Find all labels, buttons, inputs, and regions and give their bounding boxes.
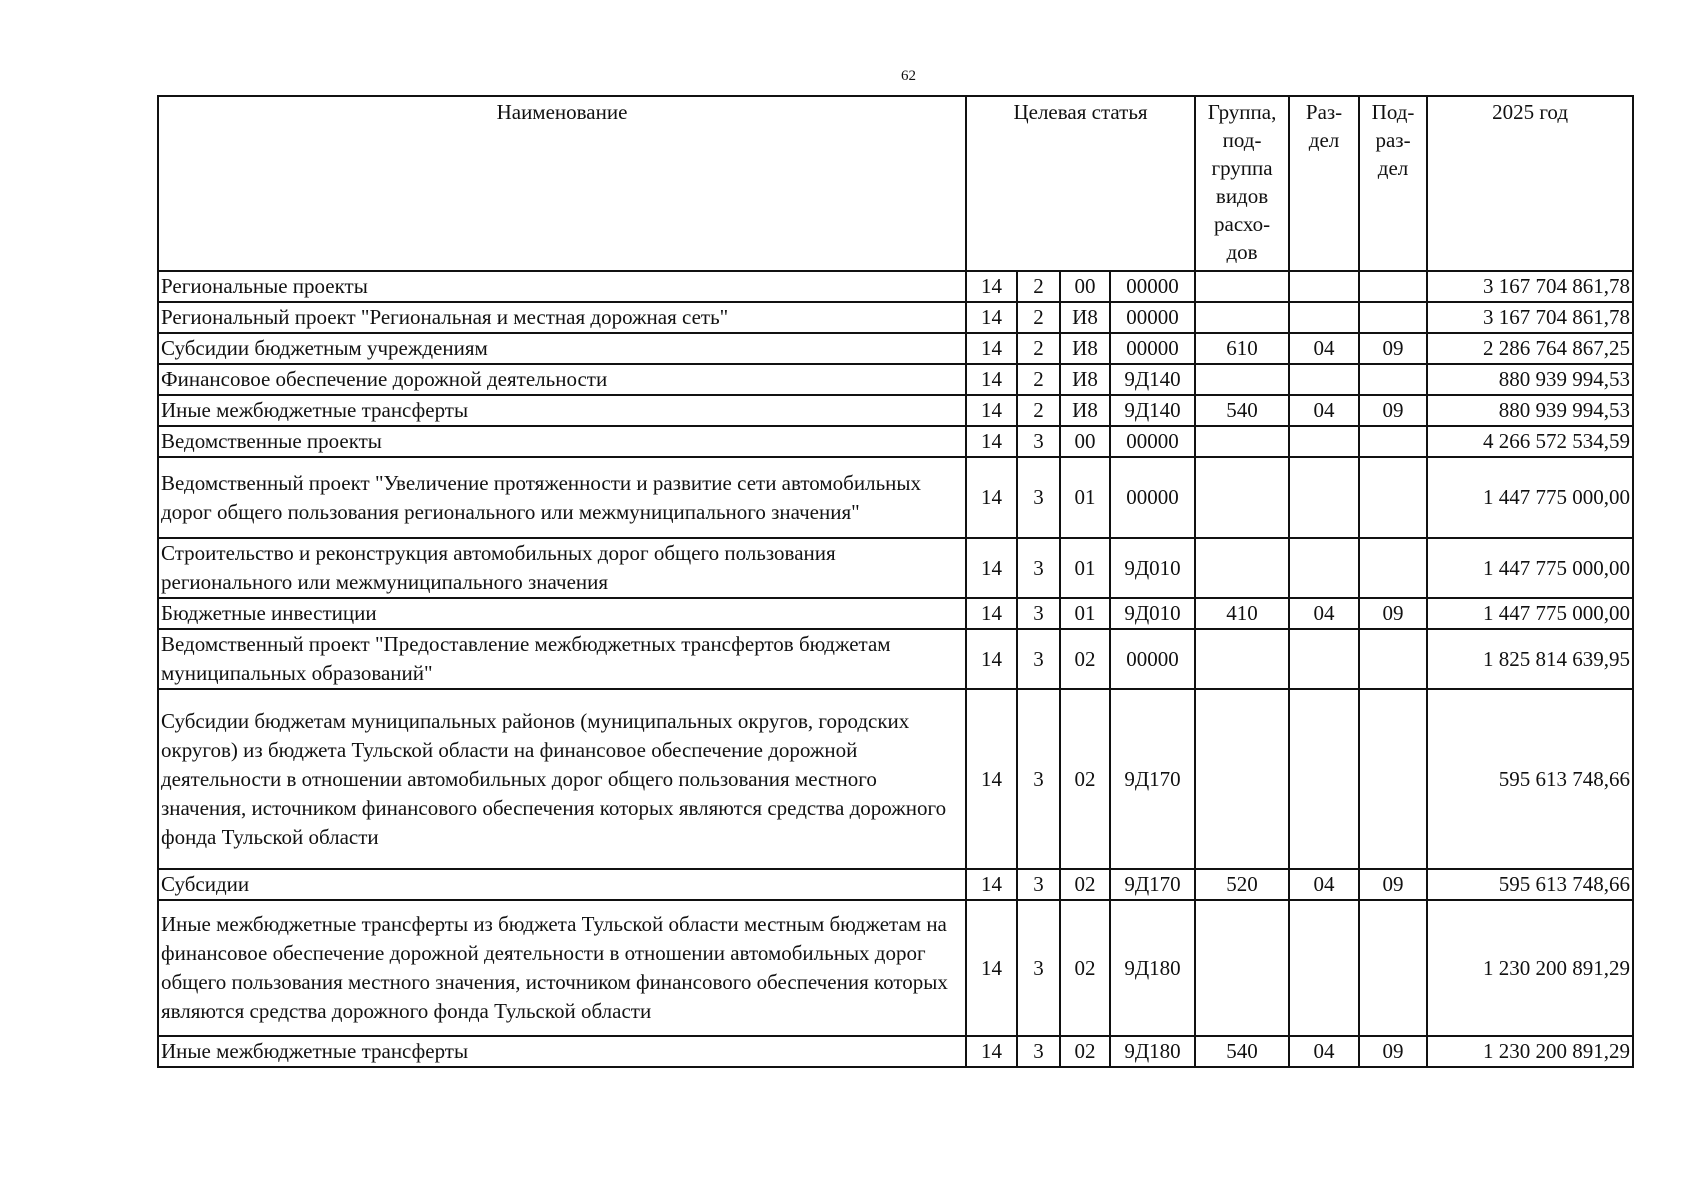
cell-name: Бюджетные инвестиции <box>158 598 966 629</box>
cell-target-program: 14 <box>966 426 1017 457</box>
table-row <box>158 364 1633 395</box>
cell-name: Субсидии <box>158 869 966 900</box>
cell-target-type: 2 <box>1017 395 1060 426</box>
header-expense-group-line: под- <box>1222 128 1262 152</box>
cell-target-project: 00 <box>1060 271 1110 302</box>
cell-target-program: 14 <box>966 629 1017 689</box>
cell-section <box>1289 629 1359 689</box>
table-row <box>158 333 1633 364</box>
budget-table <box>157 95 1634 1068</box>
cell-name: Иные межбюджетные трансферты <box>158 395 966 426</box>
cell-target-direction: 00000 <box>1110 426 1195 457</box>
cell-amount: 880 939 994,53 <box>1427 364 1633 395</box>
cell-expense-group: 610 <box>1195 333 1289 364</box>
cell-amount: 880 939 994,53 <box>1427 395 1633 426</box>
cell-name: Региональный проект "Региональная и местная дорожная сеть" <box>158 302 966 333</box>
cell-expense-group <box>1195 629 1289 689</box>
table-row <box>158 1036 1633 1067</box>
cell-target-program: 14 <box>966 689 1017 869</box>
cell-target-type: 3 <box>1017 689 1060 869</box>
cell-name: Строительство и реконструкция автомобильных дорог общего пользования регионального или межмуниципального значения <box>158 538 966 598</box>
cell-target-program: 14 <box>966 302 1017 333</box>
page-number: 62 <box>901 68 916 84</box>
cell-expense-group <box>1195 302 1289 333</box>
cell-amount: 3 167 704 861,78 <box>1427 271 1633 302</box>
cell-subsection <box>1359 364 1427 395</box>
header-expense-group-line: группа <box>1211 156 1273 180</box>
cell-target-program: 14 <box>966 395 1017 426</box>
cell-target-type: 3 <box>1017 598 1060 629</box>
header-subsection-line: дел <box>1377 156 1409 180</box>
cell-target-project: 02 <box>1060 689 1110 869</box>
cell-target-project: И8 <box>1060 302 1110 333</box>
cell-target-project: 01 <box>1060 538 1110 598</box>
cell-section: 04 <box>1289 598 1359 629</box>
cell-amount: 1 447 775 000,00 <box>1427 598 1633 629</box>
cell-expense-group: 540 <box>1195 1036 1289 1067</box>
cell-section <box>1289 271 1359 302</box>
cell-target-direction: 9Д010 <box>1110 598 1195 629</box>
cell-target-direction: 9Д010 <box>1110 538 1195 598</box>
cell-subsection <box>1359 457 1427 538</box>
cell-section: 04 <box>1289 869 1359 900</box>
cell-amount: 1 230 200 891,29 <box>1427 900 1633 1036</box>
cell-subsection: 09 <box>1359 869 1427 900</box>
cell-target-project: И8 <box>1060 333 1110 364</box>
header-year: 2025 год <box>1427 96 1633 271</box>
cell-expense-group <box>1195 900 1289 1036</box>
table-row <box>158 271 1633 302</box>
table-row <box>158 598 1633 629</box>
cell-amount: 1 230 200 891,29 <box>1427 1036 1633 1067</box>
cell-name: Ведомственный проект "Предоставление межбюджетных трансфертов бюджетам муниципальных образований" <box>158 629 966 689</box>
cell-target-project: И8 <box>1060 364 1110 395</box>
cell-section <box>1289 364 1359 395</box>
cell-section: 04 <box>1289 333 1359 364</box>
cell-amount: 2 286 764 867,25 <box>1427 333 1633 364</box>
cell-target-project: 02 <box>1060 629 1110 689</box>
header-expense-group <box>1195 96 1289 271</box>
cell-name: Ведомственные проекты <box>158 426 966 457</box>
cell-name: Иные межбюджетные трансферты <box>158 1036 966 1067</box>
header-name: Наименование <box>158 96 966 271</box>
table-row <box>158 457 1633 538</box>
cell-name: Ведомственный проект "Увеличение протяженности и развитие сети автомобильных дорог общего пользования регионального или межмуниципального значения" <box>158 457 966 538</box>
cell-target-program: 14 <box>966 457 1017 538</box>
table-header <box>158 96 1633 271</box>
header-target-article: Целевая статья <box>966 96 1195 271</box>
cell-target-type: 3 <box>1017 426 1060 457</box>
cell-target-direction: 9Д170 <box>1110 869 1195 900</box>
header-section <box>1289 96 1359 271</box>
cell-amount: 1 447 775 000,00 <box>1427 457 1633 538</box>
cell-subsection <box>1359 689 1427 869</box>
cell-target-project: 01 <box>1060 457 1110 538</box>
cell-section <box>1289 538 1359 598</box>
table-row <box>158 395 1633 426</box>
cell-target-direction: 00000 <box>1110 333 1195 364</box>
cell-expense-group <box>1195 271 1289 302</box>
cell-target-type: 3 <box>1017 629 1060 689</box>
cell-target-program: 14 <box>966 364 1017 395</box>
cell-subsection: 09 <box>1359 395 1427 426</box>
cell-target-type: 3 <box>1017 538 1060 598</box>
cell-section <box>1289 900 1359 1036</box>
cell-name: Субсидии бюджетным учреждениям <box>158 333 966 364</box>
cell-expense-group <box>1195 364 1289 395</box>
cell-target-type: 2 <box>1017 333 1060 364</box>
cell-target-project: 01 <box>1060 598 1110 629</box>
header-subsection-line: раз- <box>1375 128 1411 152</box>
header-expense-group-line: видов <box>1215 184 1269 208</box>
cell-amount: 595 613 748,66 <box>1427 689 1633 869</box>
cell-target-program: 14 <box>966 271 1017 302</box>
cell-target-program: 14 <box>966 333 1017 364</box>
cell-target-project: 00 <box>1060 426 1110 457</box>
table-body <box>158 271 1633 1067</box>
cell-expense-group: 540 <box>1195 395 1289 426</box>
table-row <box>158 302 1633 333</box>
cell-target-direction: 00000 <box>1110 457 1195 538</box>
cell-subsection <box>1359 538 1427 598</box>
cell-subsection <box>1359 271 1427 302</box>
table-row <box>158 426 1633 457</box>
cell-subsection <box>1359 302 1427 333</box>
cell-target-direction: 00000 <box>1110 629 1195 689</box>
cell-target-project: 02 <box>1060 900 1110 1036</box>
cell-target-direction: 9Д140 <box>1110 395 1195 426</box>
cell-target-program: 14 <box>966 869 1017 900</box>
cell-target-direction: 9Д170 <box>1110 689 1195 869</box>
cell-name: Финансовое обеспечение дорожной деятельности <box>158 364 966 395</box>
cell-expense-group <box>1195 426 1289 457</box>
cell-name: Субсидии бюджетам муниципальных районов (муниципальных округов, городских округов) из бюджета Тульской области на финансовое обеспечение дорожной деятельности в отношении автомобильных дорог общего пользования местного значения, источником финансового обеспечения которых являются средства дорожного фонда Тульской области <box>158 689 966 869</box>
header-section-line: дел <box>1308 128 1340 152</box>
cell-target-program: 14 <box>966 1036 1017 1067</box>
cell-target-project: И8 <box>1060 395 1110 426</box>
cell-expense-group <box>1195 689 1289 869</box>
cell-target-direction: 00000 <box>1110 271 1195 302</box>
header-expense-group-line: Группа, <box>1207 100 1277 124</box>
cell-amount: 595 613 748,66 <box>1427 869 1633 900</box>
cell-subsection: 09 <box>1359 598 1427 629</box>
cell-amount: 1 447 775 000,00 <box>1427 538 1633 598</box>
header-expense-group-line: расхо- <box>1214 212 1271 236</box>
cell-expense-group <box>1195 457 1289 538</box>
table-row <box>158 629 1633 689</box>
header-section-line: Раз- <box>1305 100 1343 124</box>
cell-name: Региональные проекты <box>158 271 966 302</box>
cell-expense-group: 520 <box>1195 869 1289 900</box>
cell-expense-group: 410 <box>1195 598 1289 629</box>
cell-subsection: 09 <box>1359 1036 1427 1067</box>
cell-target-program: 14 <box>966 538 1017 598</box>
cell-target-direction: 9Д180 <box>1110 1036 1195 1067</box>
cell-target-type: 3 <box>1017 900 1060 1036</box>
cell-name: Иные межбюджетные трансферты из бюджета Тульской области местным бюджетам на финансовое обеспечение дорожной деятельности в отношении автомобильных дорог общего пользования местного значения, источником финансового обеспечения которых являются средства дорожного фонда Тульской области <box>158 900 966 1036</box>
cell-section <box>1289 457 1359 538</box>
cell-amount: 3 167 704 861,78 <box>1427 302 1633 333</box>
cell-target-direction: 9Д140 <box>1110 364 1195 395</box>
header-subsection-line: Под- <box>1371 100 1415 124</box>
cell-target-project: 02 <box>1060 869 1110 900</box>
table-row <box>158 689 1633 869</box>
cell-target-direction: 9Д180 <box>1110 900 1195 1036</box>
cell-amount: 1 825 814 639,95 <box>1427 629 1633 689</box>
cell-target-project: 02 <box>1060 1036 1110 1067</box>
cell-subsection: 09 <box>1359 333 1427 364</box>
cell-subsection <box>1359 629 1427 689</box>
table-row <box>158 900 1633 1036</box>
header-subsection <box>1359 96 1427 271</box>
header-expense-group-line: дов <box>1226 240 1258 264</box>
cell-target-program: 14 <box>966 900 1017 1036</box>
cell-target-type: 2 <box>1017 271 1060 302</box>
cell-target-type: 2 <box>1017 302 1060 333</box>
cell-target-direction: 00000 <box>1110 302 1195 333</box>
cell-section: 04 <box>1289 395 1359 426</box>
cell-section <box>1289 689 1359 869</box>
table-row <box>158 538 1633 598</box>
cell-amount: 4 266 572 534,59 <box>1427 426 1633 457</box>
cell-subsection <box>1359 426 1427 457</box>
cell-target-type: 3 <box>1017 869 1060 900</box>
cell-section: 04 <box>1289 1036 1359 1067</box>
table-row <box>158 869 1633 900</box>
cell-target-type: 3 <box>1017 1036 1060 1067</box>
cell-target-program: 14 <box>966 598 1017 629</box>
cell-section <box>1289 426 1359 457</box>
cell-subsection <box>1359 900 1427 1036</box>
cell-target-type: 2 <box>1017 364 1060 395</box>
cell-target-type: 3 <box>1017 457 1060 538</box>
cell-section <box>1289 302 1359 333</box>
cell-expense-group <box>1195 538 1289 598</box>
